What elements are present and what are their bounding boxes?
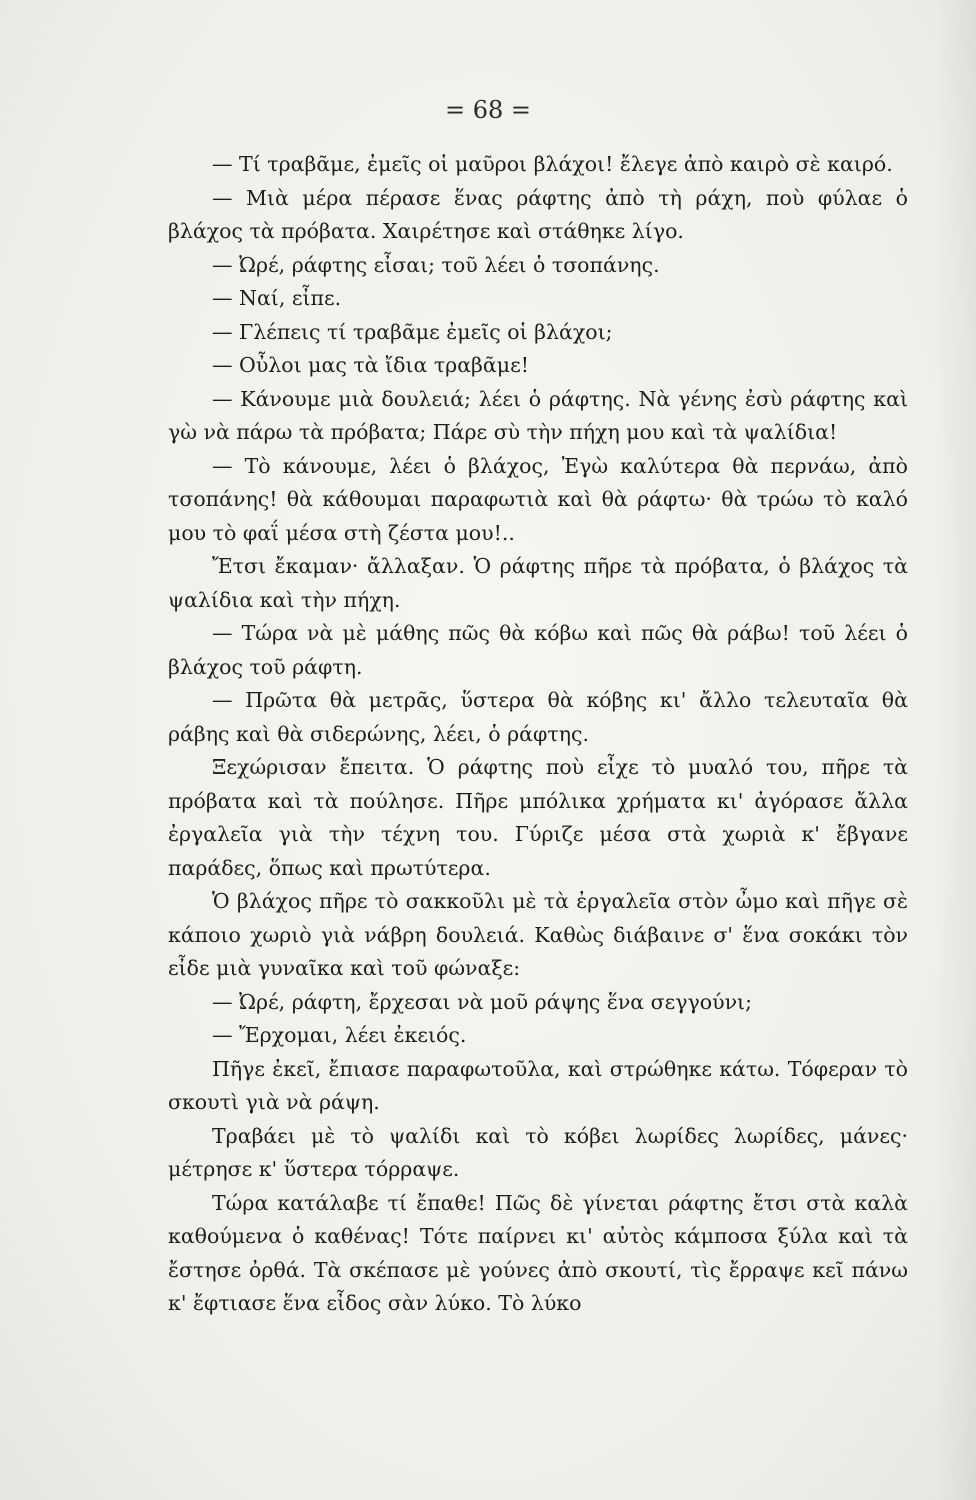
paragraph: Πῆγε ἐκεῖ, ἔπιασε παραφωτοῦλα, καὶ στρώθηκε κάτω. Τόφεραν τὸ σκουτὶ γιὰ νὰ ράψη.: [168, 1056, 908, 1114]
paragraph: — Πρῶτα θὰ μετρᾶς, ὕστερα θὰ κόβης κι' ἄλλο τελευταῖα θὰ ράβης καὶ θὰ σιδερώνης, λέει, ὁ ράφτης.: [168, 688, 908, 746]
page-edge-shadow: [936, 0, 976, 1500]
paragraph: Τώρα κατάλαβε τί ἔπαθε! Πῶς δὲ γίνεται ράφτης ἔτσι στὰ καλὰ καθούμενα ὁ καθένας! Τότε παίρνει κι' αὐτὸς κάμποσα ξύλα καὶ τὰ ἔστησε ὀρθά. Τὰ σκέπασε μὲ γούνες ἀπὸ σκουτί, τὶς ἔρραψε κεῖ πάνω κ' ἔφτιασε ἕνα εἶδος σὰν λύκο. Τὸ λύκο: [168, 1190, 908, 1315]
paragraph: — Ναί, εἶπε.: [212, 286, 342, 310]
paragraph: — Τὸ κάνουμε, λέει ὁ βλάχος, Ἐγὼ καλύτερα θὰ περνάω, ἀπὸ τσοπάνης! θὰ κάθουμαι παραφωτιὰ καὶ θὰ ράφτω· θὰ τρώω τὸ καλό μου τὸ φαΐ μέσα στὴ ζέστα μου!..: [168, 453, 908, 545]
paragraph: — Ὠρέ, ράφτη, ἔρχεσαι νὰ μοῦ ράψης ἕνα σεγγούνι;: [212, 989, 752, 1014]
paragraph: — Οὖλοι μας τὰ ἴδια τραβᾶμε!: [212, 353, 529, 377]
paragraph: Τραβάει μὲ τὸ ψαλίδι καὶ τὸ κόβει λωρίδες λωρίδες, μάνες· μέτρησε κ' ὕστερα τόρραψε.: [168, 1123, 908, 1181]
paragraph: Ἔτσι ἔκαμαν· ἄλλαξαν. Ὁ ράφτης πῆρε τὰ πρόβατα, ὁ βλάχος τὰ ψαλίδια καὶ τὴν πήχη.: [168, 554, 908, 612]
paragraph: — Ἔρχομαι, λέει ἐκειός.: [212, 1023, 467, 1047]
paragraph: — Κάνουμε μιὰ δουλειά; λέει ὁ ράφτης. Νὰ γένης ἐσὺ ράφτης καὶ γὼ νὰ πάρω τὰ πρόβατα; Πάρε σὺ τὴν πήχη μου καὶ τὰ ψαλίδια!: [168, 386, 908, 444]
paragraph: Ὁ βλάχος πῆρε τὸ σακκοῦλι μὲ τὰ ἐργαλεῖα στὸν ὦμο καὶ πῆγε σὲ κάποιο χωριὸ γιὰ νάβρη δουλειά. Καθὼς διάβαινε σ' ἕνα σοκάκι τὸν εἶδε μιὰ γυναῖκα καὶ τοῦ φώναξε:: [168, 889, 908, 980]
page-text-body: [168, 148, 908, 1321]
paragraph: Ξεχώρισαν ἔπειτα. Ὁ ράφτης ποὺ εἶχε τὸ μυαλό του, πῆρε τὰ πρόβατα καὶ τὰ πούλησε. Πῆρε μπόλικα χρήματα κι' ἀγόρασε ἄλλα ἐργαλεῖα γιὰ τὴν τέχνη του. Γύριζε μέσα στὰ χωριὰ κ' ἔβγανε παράδες, ὅπως καὶ πρωτύτερα.: [168, 755, 908, 880]
paragraph: — Μιὰ μέρα πέρασε ἕνας ράφτης ἀπὸ τὴ ράχη, ποὺ φύλαε ὁ βλάχος τὰ πρόβατα. Χαιρέτησε καὶ στάθηκε λίγο.: [168, 185, 908, 243]
paragraph: — Τί τραβᾶμε, ἐμεῖς οἱ μαῦροι βλάχοι! ἔλεγε ἀπὸ καιρὸ σὲ καιρό.: [212, 152, 893, 176]
page-number: = 68 =: [444, 96, 531, 124]
paragraph: — Ὠρέ, ράφτης εἶσαι; τοῦ λέει ὁ τσοπάνης.: [212, 252, 660, 277]
paragraph: — Τώρα νὰ μὲ μάθης πῶς θὰ κόβω καὶ πῶς θὰ ράβω! τοῦ λέει ὁ βλάχος τοῦ ράφτη.: [168, 621, 908, 679]
paragraph: — Γλέπεις τί τραβᾶμε ἐμεῖς οἱ βλάχοι;: [212, 319, 613, 344]
